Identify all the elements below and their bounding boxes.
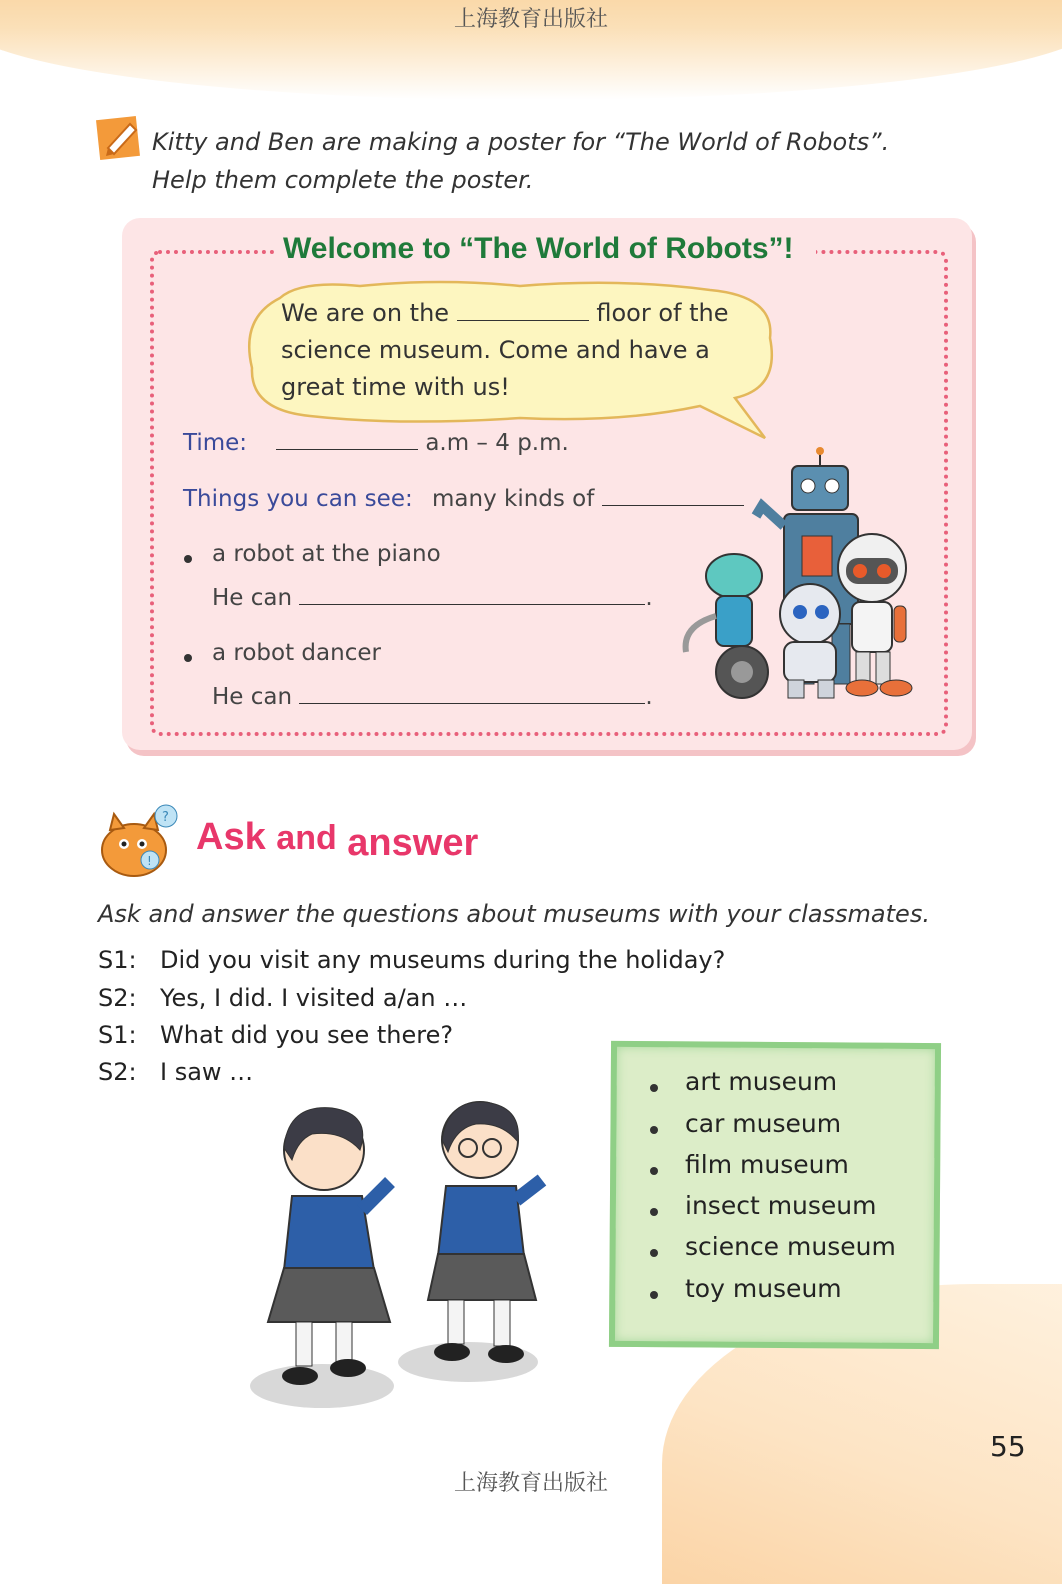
pencil-icon — [96, 114, 146, 160]
word-item: science museum — [685, 1232, 896, 1261]
dialog-text: Did you visit any museums during the holiday? — [160, 946, 726, 974]
section-title-ask-and-answer — [196, 816, 479, 864]
word-item: art museum — [685, 1067, 838, 1096]
svg-text:?: ? — [162, 810, 169, 825]
bubble-line-1-end: floor of the — [596, 299, 729, 327]
robots-illustration — [672, 446, 927, 702]
item-end: . — [645, 684, 653, 710]
dialog-text: Yes, I did. I visited a/an … — [160, 984, 468, 1012]
bullet — [650, 1249, 658, 1257]
two-girls-illustration — [232, 1100, 562, 1412]
dancer-robot-blank[interactable] — [299, 703, 645, 704]
item-prompt: He can — [212, 684, 293, 710]
item-answer-row — [212, 684, 653, 710]
item-label: a robot dancer — [212, 640, 381, 666]
task2-instruction: Ask and answer the questions about museums with your classmates. — [98, 900, 930, 928]
bullet — [650, 1208, 658, 1216]
page-number: 55 — [990, 1430, 1026, 1463]
bullet — [650, 1167, 658, 1175]
task1-instruction-line2: Help them complete the poster. — [152, 166, 534, 194]
bullet — [650, 1084, 658, 1092]
item-prompt: He can — [212, 585, 293, 611]
bullet — [184, 654, 192, 662]
dialog-text: I saw … — [160, 1058, 254, 1086]
dialog-speaker: S2: — [98, 1058, 137, 1086]
item-end: . — [645, 585, 653, 611]
cat-mascot-icon — [96, 804, 192, 880]
bullet — [650, 1291, 658, 1299]
time-suffix: a.m – 4 p.m. — [425, 430, 569, 456]
time-blank[interactable] — [276, 449, 418, 450]
title-word-and: and — [276, 819, 337, 857]
bubble-line-1-start: We are on the — [281, 299, 450, 327]
dialog-speaker: S1: — [98, 946, 137, 974]
things-prefix: many kinds of — [432, 486, 595, 512]
item-label: a robot at the piano — [212, 541, 441, 567]
footer-publisher: 上海教育出版社 — [453, 1471, 608, 1496]
time-row — [276, 430, 569, 456]
bubble-line-2: science museum. Come and have a — [281, 336, 710, 364]
item-answer-row — [212, 585, 653, 611]
bullet — [650, 1126, 658, 1134]
dialog-speaker: S1: — [98, 1021, 137, 1049]
title-word-ask: Ask — [196, 816, 266, 858]
word-item: toy museum — [685, 1274, 842, 1303]
bubble-line-3: great time with us! — [281, 373, 510, 401]
bullet — [184, 555, 192, 563]
word-item: insect museum — [685, 1191, 877, 1220]
word-item: film museum — [685, 1150, 849, 1179]
bubble-line-1 — [281, 295, 729, 332]
floor-blank[interactable] — [457, 320, 589, 321]
poster-title: Welcome to “The World of Robots”! — [283, 232, 794, 265]
time-label: Time: — [183, 430, 248, 456]
task1-instruction-line1: Kitty and Ben are making a poster for “The World of Robots”. — [152, 128, 890, 156]
dialog-speaker: S2: — [98, 984, 137, 1012]
word-item: car museum — [685, 1109, 842, 1138]
svg-text:!: ! — [147, 854, 152, 868]
piano-robot-blank[interactable] — [299, 604, 645, 605]
header-publisher: 上海教育出版社 — [453, 7, 608, 32]
title-word-answer: answer — [347, 822, 479, 864]
things-label: Things you can see: — [183, 486, 413, 512]
dialog-text: What did you see there? — [160, 1021, 454, 1049]
